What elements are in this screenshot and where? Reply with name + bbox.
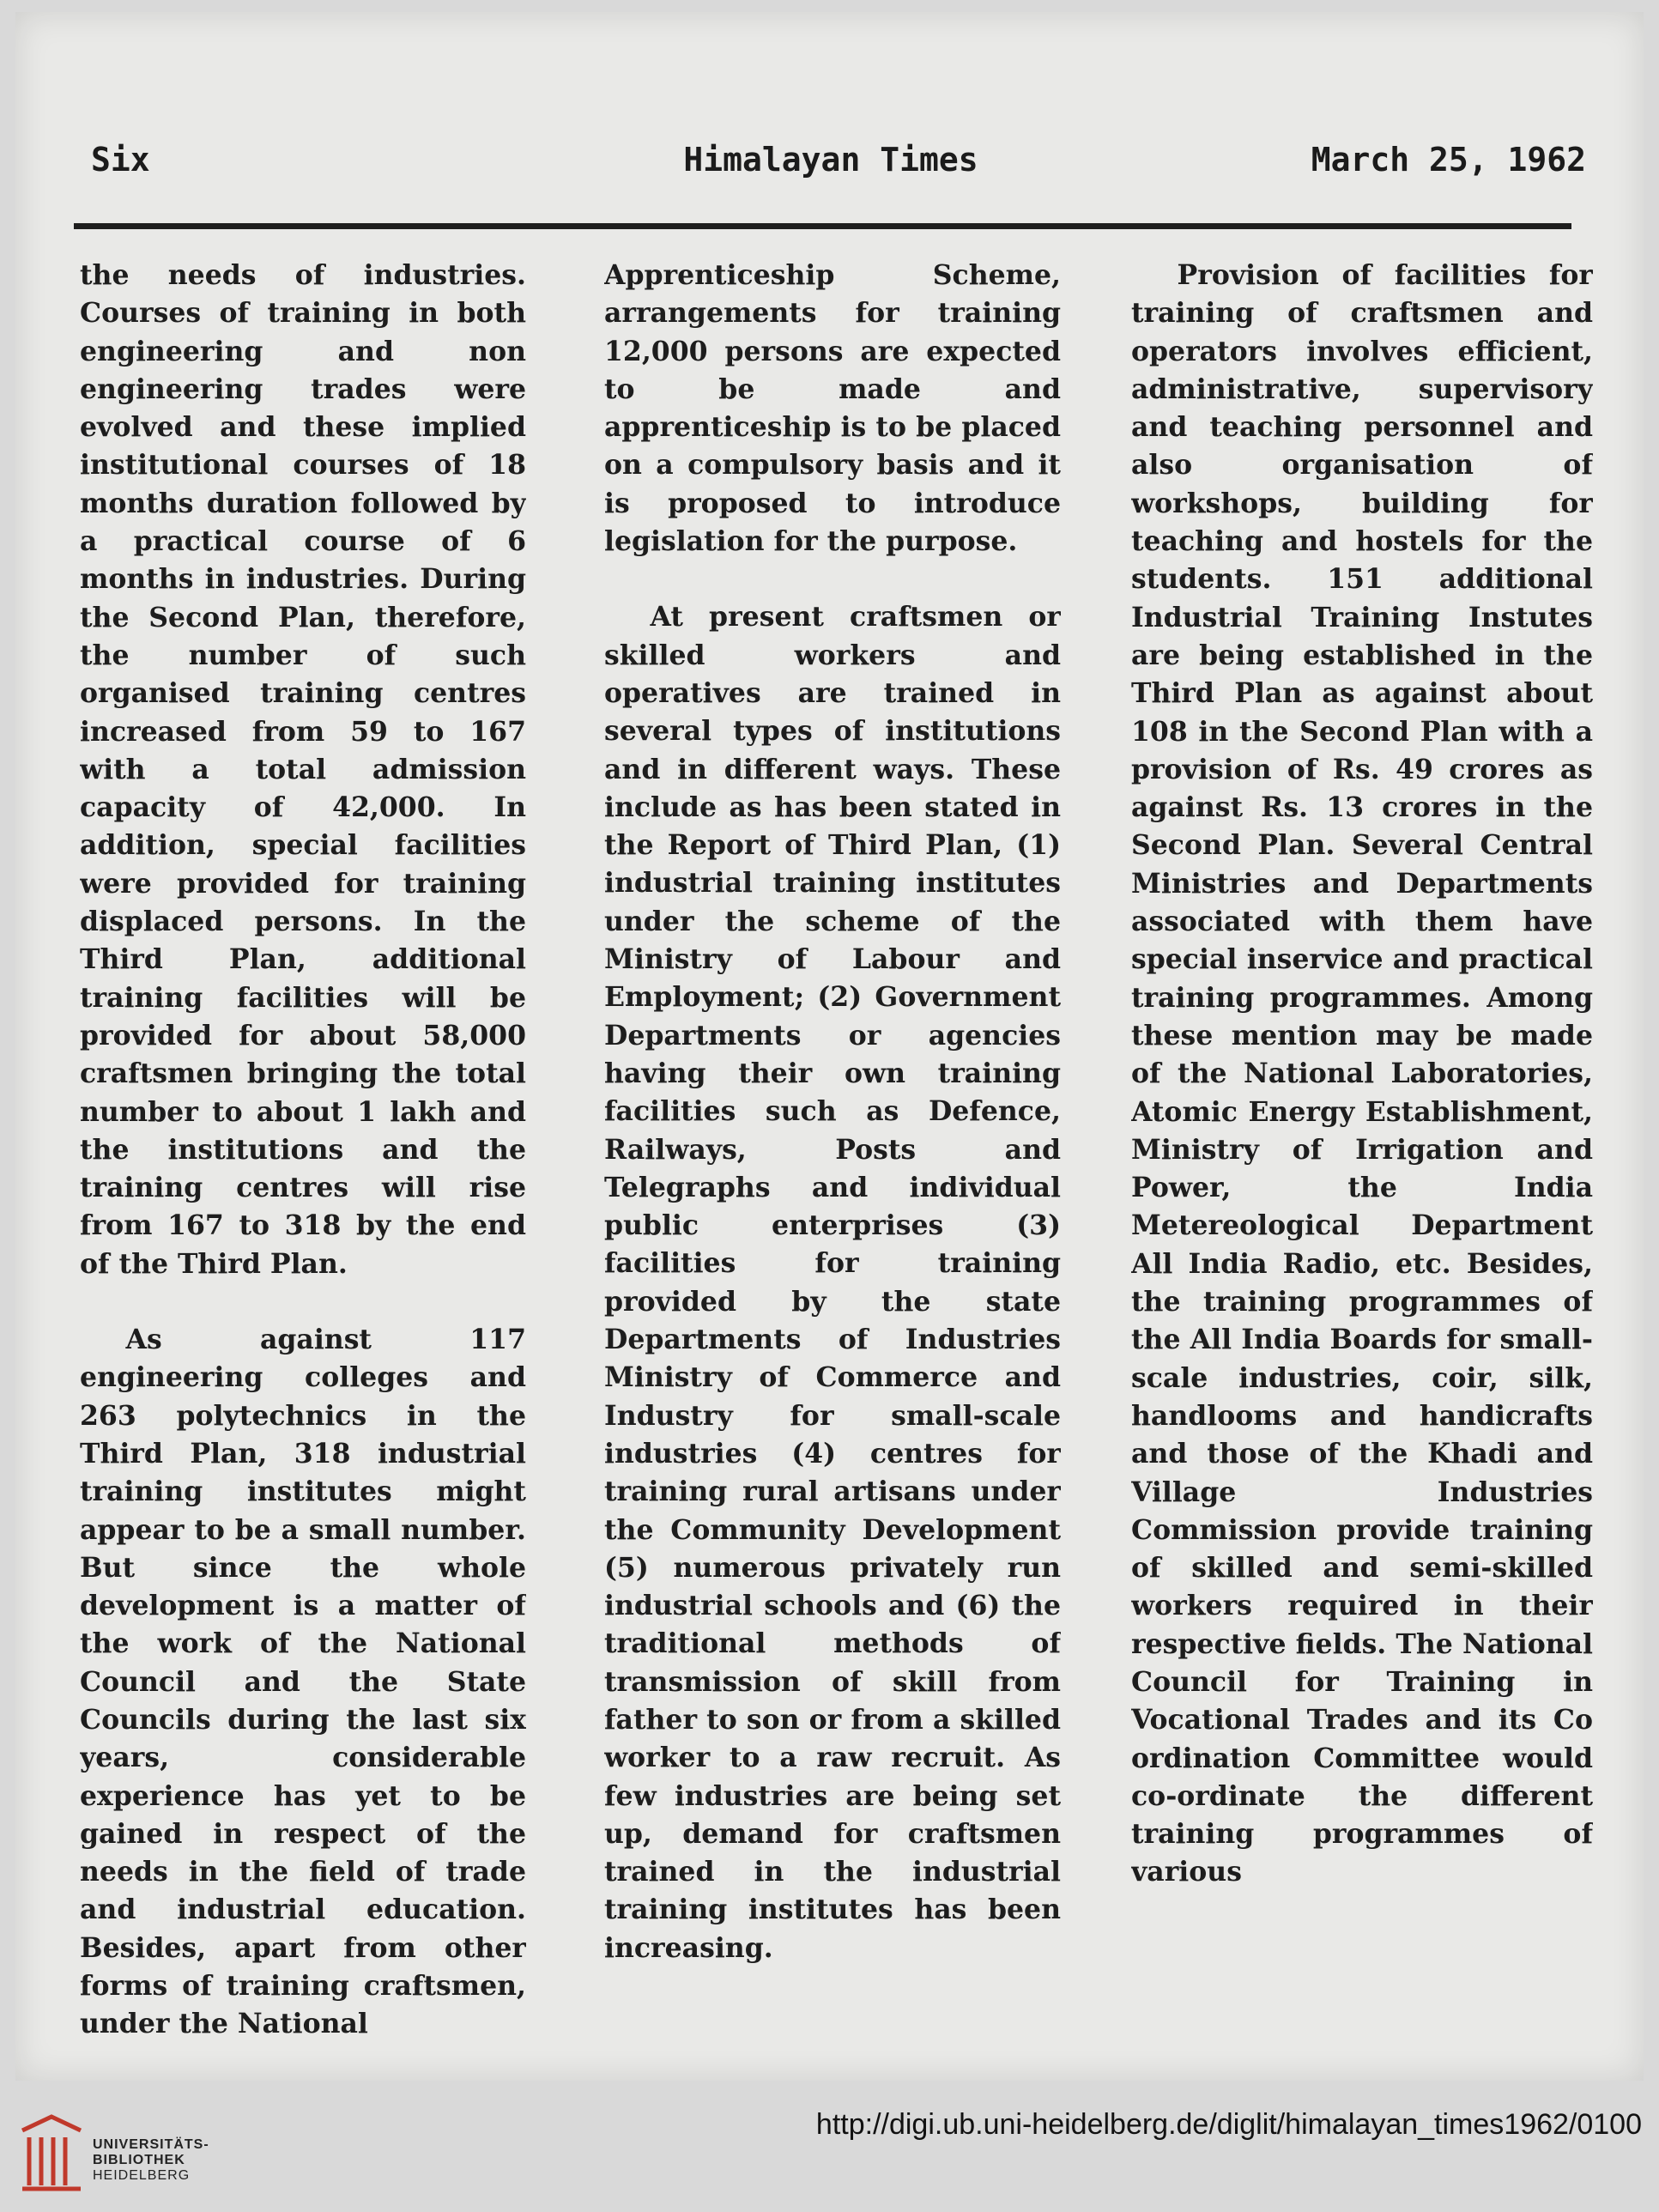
issue-date: March 25, 1962 [1311, 141, 1586, 179]
column-3-paragraph-1: Provision of facilities for training of craftsmen and operators involves efficient, administrative, supervisory and teaching personnel and also organisation of workshops, building for teaching and hostels for the students. 151 additional Industrial Training Instutes are being established in the Third Plan as against about 108 in the Second Plan with a provision of Rs. 49 crores as against Rs. 13 crores in the Second Plan. Several Central Ministries and Departments associated with them have special inservice and practical training programmes. Among these mention may be made of the National Laboratories, Atomic Energy Establishment, Ministry of Irrigation and Power, the India Metereological Department All India Radio, etc. Besides, the training programmes of the All India Boards for small-scale industries, coir, silk, handlooms and handicrafts and those of the Khadi and Village Industries Commission provide training of skilled and semi-skilled workers required in their respective fields. The National Council for Training in Vocational Trades and its Co ordination Committee would co-ordinate the different training programmes of various [1131, 259, 1593, 1888]
column-2-paragraph-2: At present craftsmen or skilled workers and operatives are trained in several types of institutions and in different ways. These include as has been stated in the Report of Third Plan, (1) industrial training institutes under the scheme of the Ministry of Labour and Employment; (2) Government Departments or agencies having their own training facilities such as Defence, Railways, Posts and Telegraphs and individual public enterprises (3) facilities for training provided by the state Departments of Industries Ministry of Commerce and Industry for small-scale industries (4) centres for training rural artisans under the Community Development (5) numerous privately run industrial schools and (6) the traditional methods of transmission of skill from father to son or from a skilled worker to a raw recruit. As few industries are being set up, demand for craftsmen trained in the industrial training institutes has been increasing. [604, 601, 1061, 1964]
article-column-3 [1131, 257, 1593, 2068]
library-name [93, 2137, 209, 2184]
permalink-url[interactable]: http://digi.ub.uni-heidelberg.de/diglit/himalayan_times1962/0100 [815, 2108, 1642, 2141]
library-name-line-2: BIBLIOTHEK [93, 2153, 185, 2167]
article-column-1 [80, 257, 526, 2068]
newspaper-page [15, 12, 1644, 2081]
library-logo-icon [17, 2112, 86, 2193]
column-1-paragraph-1: the needs of industries. Courses of training in both engineering and non engineering trades were evolved and these implied institutional courses of 18 months duration followed by a practical course of 6 months in industries. During the Second Plan, therefore, the number of such organised training centres increased from 59 to 167 with a total admission capacity of 42,000. In addition, special facilities were provided for training displaced persons. In the Third Plan, additional training facilities will be provided for about 58,000 craftsmen bringing the total number to about 1 lakh and the institutions and the training centres will rise from 167 to 318 by the end of the Third Plan. [80, 259, 526, 1280]
page-number: Six [91, 141, 150, 179]
column-1-paragraph-2: As against 117 engineering colleges and 263 polytechnics in the Third Plan, 318 industrial training institutes might appear to be a small number. But since the whole development is a matter of the work of the National Council and the State Councils during the last six years, considerable experience has yet to be gained in respect of the needs in the field of trade and industrial education. Besides, apart from other forms of training craftsmen, under the National [80, 1324, 526, 2040]
column-2-paragraph-1: Apprenticeship Scheme, arrangements for training 12,000 persons are expected to be made and apprenticeship is to be placed on a compulsory basis and it is proposed to introduce legislation for the purpose. [604, 259, 1061, 558]
header-rule [74, 223, 1571, 229]
article-column-2 [604, 257, 1061, 2068]
page-header [76, 141, 1586, 192]
library-logo[interactable] [17, 2112, 275, 2193]
library-name-line-1: UNIVERSITÄTS- [93, 2137, 209, 2152]
library-name-line-3: HEIDELBERG [93, 2168, 191, 2183]
viewer-footer [0, 2093, 1659, 2212]
newspaper-title: Himalayan Times [683, 141, 978, 179]
